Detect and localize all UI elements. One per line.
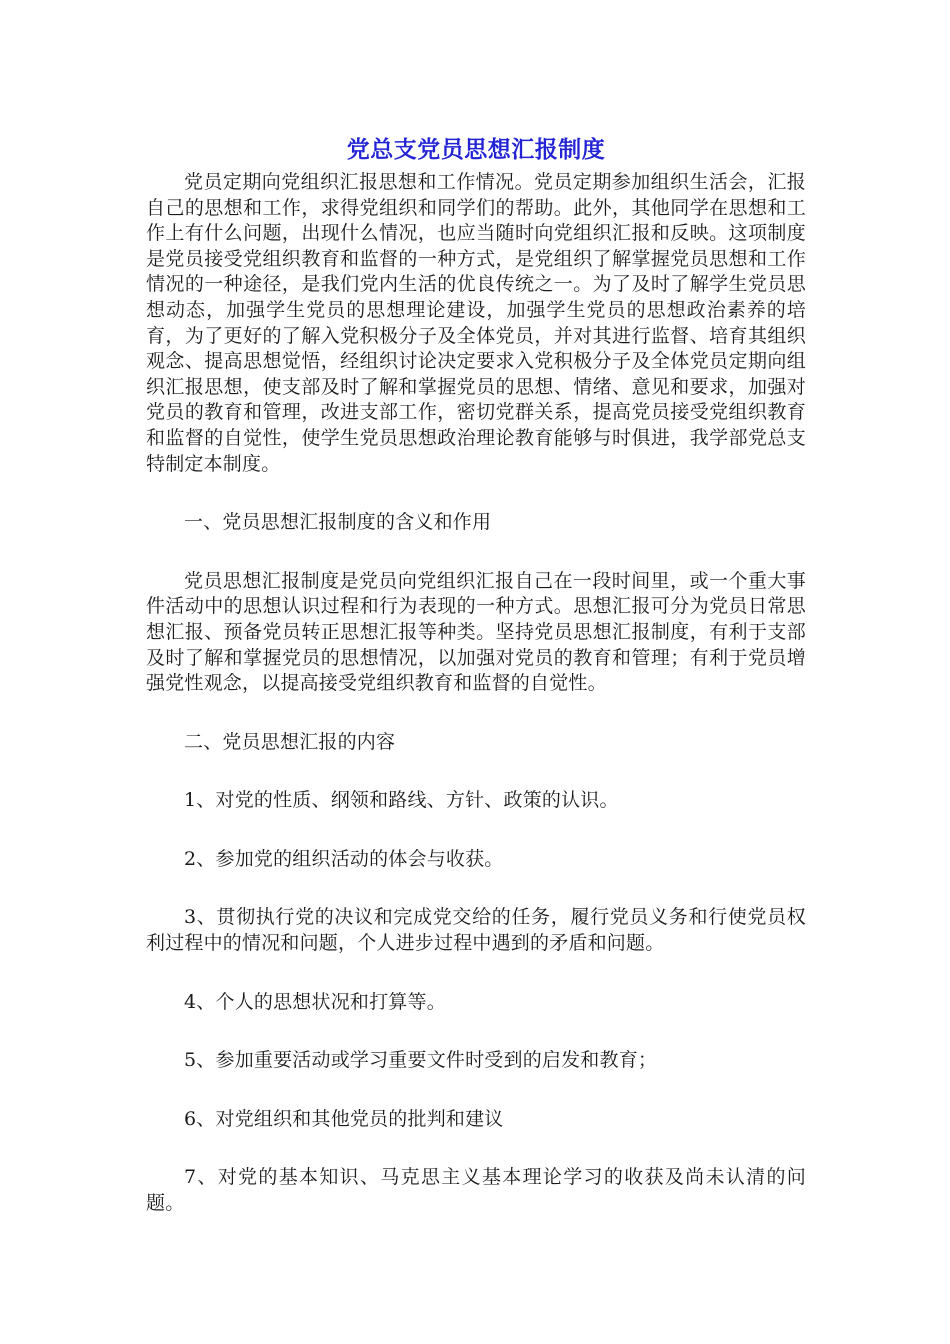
intro-paragraph: 党员定期向党组织汇报思想和工作情况。党员定期参加组织生活会，汇报自己的思想和工作，求得党组织和同学们的帮助。此外，其他同学在思想和工作上有什么问题，出现什么情况，也应当随时向党组织汇报和反映。这项制度是党员接受党组织教育和监督的一种方式，是党组织了解掌握党员思想和工作情况的一种途径，是我们党内生活的优良传统之一。为了及时了解学生党员思想动态，加强学生党员的思想理论建设，加强学生党员的思想政治素养的培育，为了更好的了解入党积极分子及全体党员，并对其进行监督、培育其组织观念、提高思想觉悟，经组织讨论决定要求入党积极分子及全体党员定期向组织汇报思想，使支部及时了解和掌握党员的思想、情绪、意见和要求，加强对党员的教育和管理，改进支部工作，密切党群关系，提高党员接受党组织教育和监督的自觉性，使学生党员思想政治理论教育能够与时俱进，我学部党总支特制定本制度。: [146, 171, 806, 475]
list-item-6: 6、对党组织和其他党员的批判和建议: [184, 1107, 504, 1130]
list-item-5: 5、参加重要活动或学习重要文件时受到的启发和教育；: [184, 1049, 658, 1072]
document-body: [146, 132, 806, 1250]
section-heading-1: 一、党员思想汇报制度的含义和作用: [184, 511, 492, 534]
list-item-3: 3、贯彻执行党的决议和完成党交给的任务，履行党员义务和行使党员权利过程中的情况和问题，个人进步过程中遇到的矛盾和问题。: [146, 906, 806, 955]
list-item-4: 4、个人的思想状况和打算等。: [184, 990, 446, 1013]
section-1-paragraph: 党员思想汇报制度是党员向党组织汇报自己在一段时间里，或一个重大事件活动中的思想认识过程和行为表现的一种方式。思想汇报可分为党员日常思想汇报、预备党员转正思想汇报等种类。坚持党员思想汇报制度，有利于支部及时了解和掌握党员的思想情况，以加强对党员的教育和管理；有利于党员增强党性观念，以提高接受党组织教育和监督的自觉性。: [146, 569, 806, 695]
list-item-2: 2、参加党的组织活动的体会与收获。: [184, 847, 504, 870]
document-title: 党总支党员思想汇报制度: [346, 137, 606, 163]
list-item-7: 7、对党的基本知识、马克思主义基本理论学习的收获及尚未认清的问题。: [146, 1166, 806, 1215]
section-heading-2: 二、党员思想汇报的内容: [184, 730, 396, 753]
list-item-1: 1、对党的性质、纲领和路线、方针、政策的认识。: [184, 789, 619, 812]
